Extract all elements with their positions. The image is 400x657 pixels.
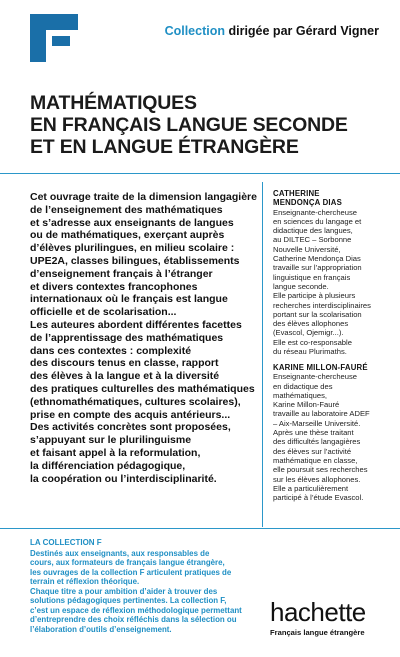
description-line: d’enseignement français à l’étranger	[30, 267, 213, 280]
description-line: d’élèves plurilingues, en milieu scolaire :	[30, 242, 235, 255]
bio-line: Catherine Mendonça Dias	[273, 254, 361, 264]
description-line: Cet ouvrage traite de la dimension langagière	[30, 191, 257, 203]
description-line: dans ces contextes : complexité	[30, 344, 192, 357]
description-line: prise en compte des acquis antérieurs...	[30, 408, 231, 421]
title-divider	[0, 173, 400, 174]
collection-word: Collection	[164, 24, 225, 38]
description-line: la coopération ou l’interdisciplinarité.	[30, 472, 217, 485]
bio-line: Elle a particulièrement	[273, 483, 349, 493]
blurb-line: cours, aux formateurs de français langue étrangère,	[30, 558, 225, 567]
description-line: ou de mathématiques, exerçant auprès	[30, 229, 225, 242]
publisher-subtitle: Français langue étrangère	[270, 628, 365, 637]
bio-line: mathématiques,	[273, 390, 328, 400]
bio-line: recherches interdisciplinaires	[273, 300, 371, 310]
bio-line: Nouvelle Université,	[273, 244, 341, 254]
bio-line: des difficultés langagières	[273, 437, 361, 447]
collection-director-line	[165, 24, 379, 38]
publisher-logo: hachette	[270, 597, 366, 627]
blurb-line: les ouvrages de la collection F articulent pratiques de	[30, 567, 232, 577]
bio-line: mathématique en classe,	[273, 455, 358, 465]
footer-divider	[0, 528, 400, 529]
description-line: (ethnomathématiques, cultures scolaires),	[30, 395, 241, 408]
bio-line: elle poursuit ses recherches	[273, 465, 368, 475]
bio-line: portant sur la scolarisation	[273, 309, 362, 319]
description-line: de l’apprentissage des mathématiques	[30, 331, 224, 344]
description-line: des discours tenus en classe, rapport	[30, 357, 219, 370]
author-bio-millon-faure	[273, 363, 393, 502]
bio-line: sur les élèves allophones.	[273, 474, 361, 484]
bio-line: linguistique en français	[273, 272, 351, 282]
title-line: ET EN LANGUE ÉTRANGÈRE	[30, 136, 299, 158]
bio-line: des élèves sur l’activité	[273, 446, 352, 456]
description-line: et divers contextes francophones	[30, 280, 198, 293]
bio-line: Elle est co-responsable	[273, 337, 352, 347]
bio-line: travaille sur l’appropriation	[273, 263, 362, 273]
author-name: CATHERINE	[273, 189, 320, 198]
collection-f-heading: LA COLLECTION F	[30, 538, 102, 547]
description-line: de l’enseignement des mathématiques	[30, 203, 223, 216]
bio-line: des élèves allophones	[273, 319, 349, 329]
author-name: KARINE MILLON-FAURÉ	[273, 363, 368, 372]
bio-line: du réseau Plurimaths.	[273, 347, 347, 357]
title-line: MATHÉMATIQUES	[30, 92, 197, 114]
bio-line: en sciences du langage et	[273, 216, 362, 226]
description-line: des pratiques culturelles des mathématiques	[30, 382, 255, 395]
description-line: internationaux où le français est langue	[30, 293, 228, 306]
column-divider	[262, 182, 263, 527]
bio-line: Enseignante-chercheuse	[273, 372, 358, 382]
description-line: et s’adresse aux enseignants de langues	[30, 216, 234, 229]
bio-line: didactique des langues,	[273, 226, 353, 236]
description-line: officielle et de scolarisation...	[30, 306, 177, 319]
bio-line: au DILTEC – Sorbonne	[273, 235, 352, 245]
bio-line: participé à l’étude Evascol.	[273, 493, 364, 503]
blurb-line: Chaque titre a pour ambition d’aider à trouver des	[30, 586, 218, 596]
title-line: EN FRANÇAIS LANGUE SECONDE	[30, 114, 348, 136]
description-line: la différenciation pédagogique,	[30, 459, 186, 472]
bio-line: – Aix-Marseille Université.	[273, 418, 361, 428]
blurb-line: Destinés aux enseignants, aux responsables de	[30, 548, 210, 558]
description-line: Des activités concrètes sont proposées,	[30, 421, 231, 434]
description-line: et faisant appel à la reformulation,	[30, 446, 201, 459]
author-bio-mendonca-dias	[273, 189, 393, 356]
description-line: des élèves à la langue et à la diversité	[30, 370, 220, 383]
bio-line: en didactique des	[273, 381, 333, 391]
book-title	[30, 92, 385, 158]
bio-line: (Evascol, Ojemigr...).	[273, 328, 344, 338]
book-description	[30, 191, 258, 485]
bio-line: Après une thèse traitant	[273, 428, 354, 438]
collection-f-logo	[30, 14, 78, 62]
bio-line: travaille au laboratoire ADEF	[273, 409, 370, 419]
description-line: Les auteures abordent différentes facettes	[30, 318, 242, 331]
bio-line: Enseignante-chercheuse	[273, 207, 358, 217]
blurb-line: c’est un espace de réflexion méthodologique permettant	[30, 605, 242, 615]
author-name: MENDONÇA DIAS	[273, 198, 343, 208]
bio-line: Karine Millon-Fauré	[273, 400, 340, 410]
director-text: dirigée par Gérard Vigner	[225, 24, 379, 38]
bio-line: langue seconde.	[273, 281, 329, 291]
blurb-line: solutions pédagogiques pertinentes. La collection F,	[30, 596, 227, 605]
description-line: UPE2A, classes bilingues, établissements	[30, 254, 240, 267]
blurb-line: l’élaboration d’outils d’enseignement.	[30, 624, 172, 634]
blurb-line: terrain et réflexion théorique.	[30, 577, 140, 586]
description-line: s’appuyant sur le plurilinguisme	[30, 434, 192, 447]
bio-line: Elle participe à plusieurs	[273, 291, 356, 301]
blurb-line: d’entreprendre des choix réfléchis dans la sélection ou	[30, 615, 237, 624]
